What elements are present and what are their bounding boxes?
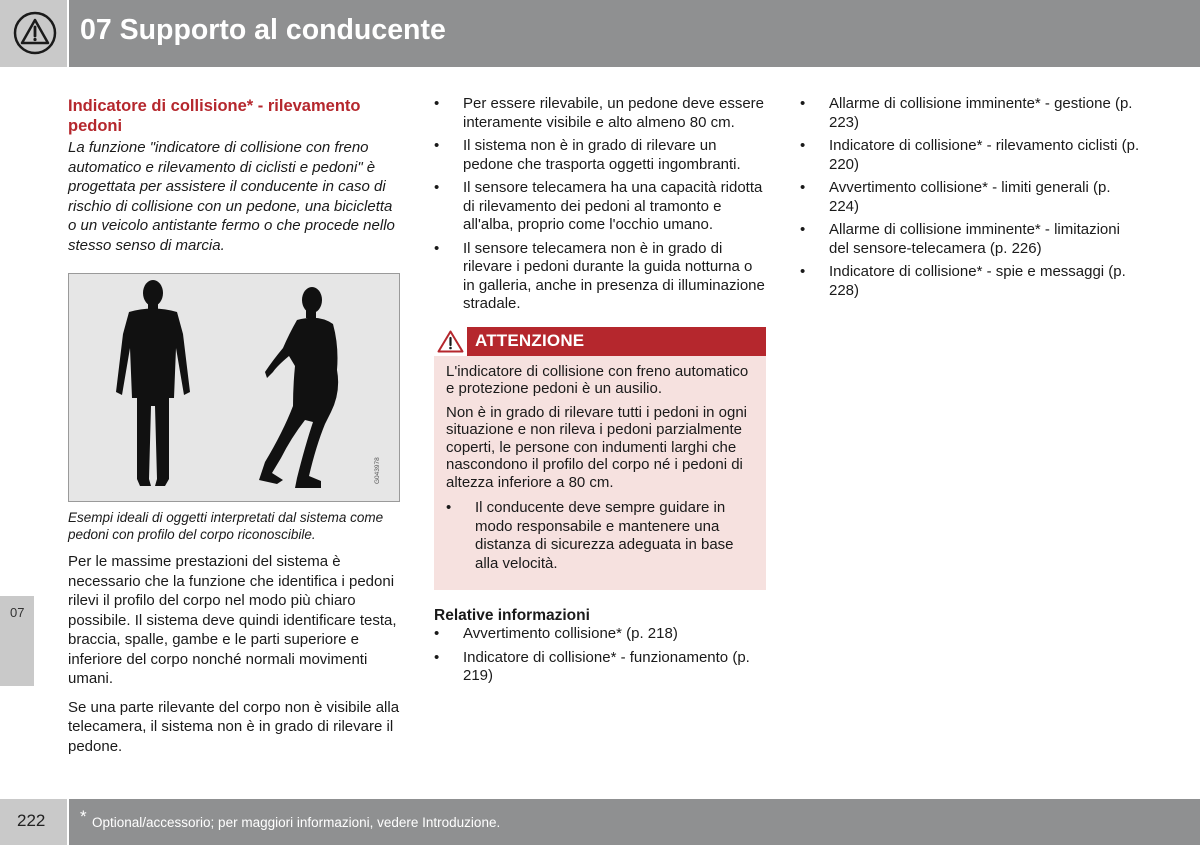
figure-code: G043978: [374, 457, 381, 484]
pedestrian-silhouettes-illustration: [69, 274, 399, 501]
list-item: • Il sistema non è in grado di rilevare un pedone che trasporta oggetti ingombranti.: [434, 137, 766, 174]
list-item: • Il conducente deve sempre guidare in modo responsabile e mantenere una distanza di sicurezza adeguata in base alla velocità.: [446, 499, 754, 573]
warning-header: [434, 327, 766, 356]
related-link[interactable]: • Avvertimento collisione* - limiti generali (p. 224): [800, 179, 1140, 216]
warning-paragraph-2: Non è in grado di rilevare tutti i pedoni in ogni situazione e non rileva i pedoni parzialmente coperti, le persone con indumenti larghi che nascondono il profilo del corpo né i pedoni di altezza inferiore a 80 cm.: [446, 403, 748, 491]
body-paragraph-2: Se una parte rilevante del corpo non è visibile alla telecamera, il sistema non è in grado di rilevare il pedone.: [68, 698, 400, 755]
detection-limits-list: [434, 95, 766, 314]
related-link[interactable]: • Indicatore di collisione* - rilevamento ciclisti (p. 220): [800, 137, 1140, 174]
column-left: [68, 95, 402, 756]
figure-caption: Esempi ideali di oggetti interpretati dal sistema come pedoni con profilo del corpo riconoscibile.: [68, 510, 384, 542]
warning-box: [434, 327, 766, 591]
list-item: • Il sensore telecamera ha una capacità ridotta di rilevamento dei pedoni al tramonto e all'alba, proprio come l'occhio umano.: [434, 179, 766, 235]
chapter-title: 07 Supporto al conducente: [80, 14, 446, 46]
related-link[interactable]: • Allarme di collisione imminente* - limitazioni del sensore-telecamera (p. 226): [800, 221, 1140, 258]
related-link[interactable]: • Indicatore di collisione* - funzionamento (p. 219): [434, 649, 766, 686]
section-intro: La funzione "indicatore di collisione con freno automatico e rilevamento di ciclisti e pedoni" è progettata per assistere il conducente in caso di rischio di collisione con un pedone, una bicicletta o un veicolo antistante fermo o che procede nello stesso senso di marcia.: [68, 139, 395, 254]
list-item: • Per essere rilevabile, un pedone deve essere interamente visibile e alto almeno 80 cm.: [434, 95, 766, 132]
page-number: 222: [17, 811, 46, 830]
related-info-list: [434, 625, 766, 686]
related-link[interactable]: • Allarme di collisione imminente* - gestione (p. 223): [800, 95, 1140, 132]
column-right: [800, 95, 1140, 305]
warning-triangle-icon: [13, 11, 57, 55]
related-info-list-continued: [800, 95, 1140, 300]
warning-icon-panel: [434, 327, 467, 356]
pedestrian-figure: [68, 273, 400, 502]
footnote-star: *: [80, 807, 87, 826]
related-link[interactable]: • Avvertimento collisione* (p. 218): [434, 625, 766, 644]
warning-body: [434, 356, 766, 591]
warning-triangle-icon: [437, 330, 464, 353]
figure-code-holder: [374, 457, 401, 494]
body-paragraph-1: Per le massime prestazioni del sistema è necessario che la funzione che identifica i pedoni rilevi il profilo del corpo nel modo più chiaro possibile. Il sistema deve quindi identificare testa, braccia, spalle, gambe e le parti superiore e inferiore del corpo nonché normali movimenti umani.: [68, 553, 397, 687]
footnote-text: Optional/accessorio; per maggiori informazioni, vedere Introduzione.: [92, 815, 501, 830]
warning-title: ATTENZIONE: [475, 330, 585, 350]
chapter-side-tab-label: 07: [10, 605, 25, 620]
warning-paragraph-1: L'indicatore di collisione con freno automatico e protezione pedoni è un ausilio.: [446, 362, 749, 397]
warning-list: [446, 499, 754, 573]
list-item: • Il sensore telecamera non è in grado di rilevare i pedoni durante la guida notturna o in galleria, anche in presenza di illuminazione stradale.: [434, 240, 766, 314]
section-title: Indicatore di collisione* - rilevamento pedoni: [68, 97, 361, 135]
column-middle: [434, 95, 766, 691]
related-info-title: Relative informazioni: [434, 607, 590, 624]
related-link[interactable]: • Indicatore di collisione* - spie e messaggi (p. 228): [800, 263, 1140, 300]
